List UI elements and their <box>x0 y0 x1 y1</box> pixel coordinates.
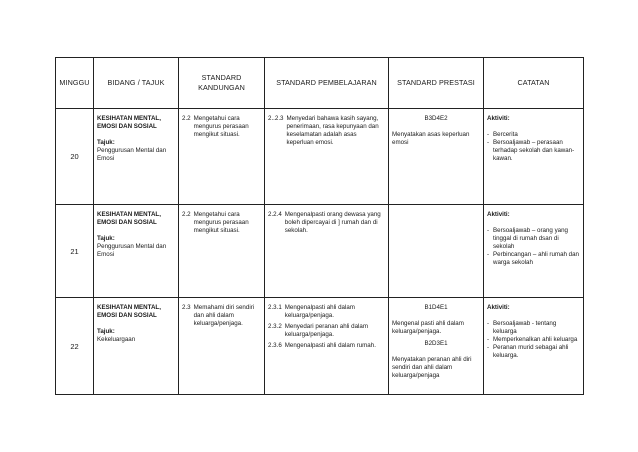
tajuk-text: Kekeluargaan <box>97 336 136 343</box>
table-row-week-21 <box>56 205 584 298</box>
list-item: - Memperkenalkan ahli keluarga <box>487 336 578 343</box>
standard-kandungan-cell <box>179 298 265 395</box>
header-standard-kandungan-text: STANDARD KANDUNGAN <box>198 73 245 92</box>
tajuk-label: Tajuk: <box>97 139 115 146</box>
aktiviti-label: Aktiviti: <box>487 115 510 122</box>
bidang-cell <box>94 205 179 298</box>
sk-text: Mengetahui cara mengurus perasaan mengikut situasi. <box>193 211 249 234</box>
header-catatan: CATATAN <box>484 58 584 109</box>
table-row-week-20 <box>56 109 584 205</box>
sp-text: Menyedari peranan ahli dalam keluarga/penjaga. <box>284 323 369 338</box>
sp-text: Menyedari bahawa kasih sayang, penerimaan, rasa kepunyaan dan keselamatan adalah asas keperluan emosi. <box>286 115 379 146</box>
catatan-cell <box>484 298 584 395</box>
sp-number: 2.3.1 <box>268 304 282 311</box>
aktiviti-label: Aktiviti: <box>487 211 510 218</box>
sk-number: 2.3 <box>182 304 191 311</box>
header-row <box>56 58 584 109</box>
prestasi-desc: Menyatakan asas keperluan emosi <box>392 131 470 146</box>
prestasi-desc: Mengenal pasti ahli dalam keluarga/penjaga. <box>392 320 464 335</box>
header-standard-prestasi: STANDARD PRESTASI <box>389 58 484 109</box>
sk-number: 2.2 <box>182 211 191 218</box>
catatan-cell <box>484 205 584 298</box>
prestasi-code: B1D4E1 <box>424 304 448 311</box>
tajuk-text: Penggurusan Mental dan Emosi <box>97 147 167 162</box>
sk-text: Memahami diri sendiri dan ahli dalam keluarga/penjaga. <box>193 304 255 327</box>
week-number: 22 <box>56 298 94 395</box>
sp-number: 2.2.4 <box>268 211 282 218</box>
list-item: - Peranan murid sebagai ahli keluarga. <box>487 344 569 359</box>
bidang-title: KESIHATAN MENTAL, EMOSI DAN SOSIAL <box>97 115 161 130</box>
prestasi-desc: Menyatakan peranan ahli diri sendiri dan ahli dalam keluarga/penjaga <box>392 356 472 379</box>
header-standard-kandungan <box>179 58 265 109</box>
bidang-cell <box>94 109 179 205</box>
standard-prestasi-cell <box>389 298 484 395</box>
header-bidang: BIDANG / TAJUK <box>94 58 179 109</box>
tajuk-text: Penggurusan Mental dan Emosi <box>97 243 167 258</box>
standard-pembelajaran-cell <box>265 205 389 298</box>
sk-text: Mengetahui cara mengurus perasaan mengikut situasi. <box>193 115 249 138</box>
standard-pembelajaran-cell <box>265 298 389 395</box>
standard-pembelajaran-cell <box>265 109 389 205</box>
list-item: - Perbincangan – ahli rumah dan warga sekolah <box>487 251 579 266</box>
sp-text: Mengenalpasti ahli dalam keluarga/penjaga. <box>284 304 355 319</box>
standard-kandungan-cell <box>179 205 265 298</box>
sp-number: 2..2.3 <box>268 115 284 122</box>
sp-number: 2.3.6 <box>268 342 282 349</box>
standard-kandungan-cell <box>179 109 265 205</box>
prestasi-code: B2D3E1 <box>424 340 448 347</box>
bidang-cell <box>94 298 179 395</box>
list-item: - Bercerita <box>487 131 518 138</box>
bidang-title: KESIHATAN MENTAL, EMOSI DAN SOSIAL <box>97 304 161 319</box>
sp-text: Mengenalpasti ahli dalam rumah. <box>284 342 376 349</box>
bidang-title: KESIHATAN MENTAL, EMOSI DAN SOSIAL <box>97 211 161 226</box>
tajuk-label: Tajuk: <box>97 235 115 242</box>
catatan-cell <box>484 109 584 205</box>
week-number: 21 <box>56 205 94 298</box>
aktiviti-label: Aktiviti: <box>487 304 510 311</box>
list-item: - Bersoaljawab - tentang keluarga <box>487 320 557 335</box>
sk-number: 2.2 <box>182 115 191 122</box>
tajuk-label: Tajuk: <box>97 328 115 335</box>
lesson-plan-table <box>55 57 584 395</box>
standard-prestasi-cell <box>389 109 484 205</box>
sp-text: Mengenalpasti orang dewasa yang boleh dipercayai di ] rumah dan di sekolah. <box>284 211 381 234</box>
header-standard-pembelajaran: STANDARD PEMBELAJARAN <box>265 58 389 109</box>
header-minggu: MINGGU <box>56 58 94 109</box>
table-row-week-22 <box>56 298 584 395</box>
standard-prestasi-cell <box>389 205 484 298</box>
sp-number: 2.3.2 <box>268 323 282 330</box>
list-item: - Bersoaljawab – orang yang tinggal di rumah dsan di sekolah <box>487 227 568 250</box>
list-item: - Bersoaljawab – perasaan terhadap sekolah dan kawan-kawan. <box>487 139 575 162</box>
prestasi-code: B3D4E2 <box>424 115 448 122</box>
week-number: 20 <box>56 109 94 205</box>
